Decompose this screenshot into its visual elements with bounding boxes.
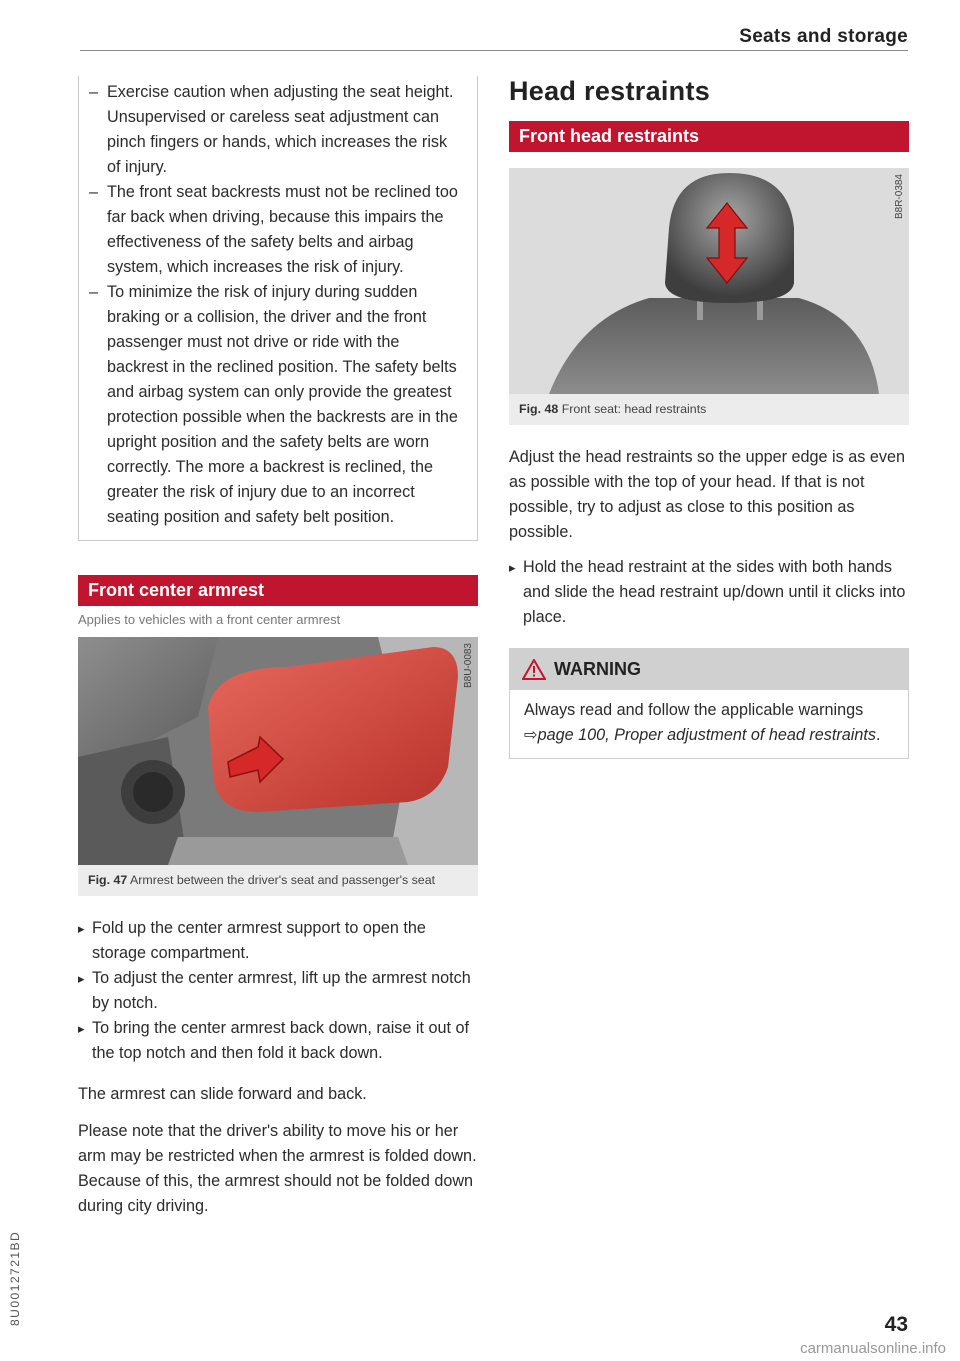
document-code: 8U0012721BD bbox=[8, 1230, 22, 1326]
head-restraint-steps bbox=[509, 555, 909, 630]
running-head: Seats and storage bbox=[739, 26, 908, 47]
step-item: ▸ To bring the center armrest back down, raise it out of the top notch and then fold it back down. bbox=[78, 1016, 478, 1066]
armrest-note-paragraph: Please note that the driver's ability to move his or her arm may be restricted when the armrest is folded down. Because of this, the armrest should not be folded down during city driving. bbox=[78, 1122, 477, 1215]
fig47-code: B8U-0083 bbox=[463, 643, 474, 689]
armrest-slide-paragraph: The armrest can slide forward and back. bbox=[78, 1085, 367, 1103]
head-restraint-illustration bbox=[509, 168, 909, 394]
applies-note: Applies to vehicles with a front center armrest bbox=[78, 612, 341, 627]
left-column bbox=[78, 76, 478, 1219]
warning-page-link[interactable]: page 100, Proper adjustment of head restraints bbox=[537, 726, 876, 744]
warning-suffix: . bbox=[875, 726, 881, 744]
warning-triangle-icon bbox=[522, 659, 546, 680]
fig47-caption bbox=[78, 865, 478, 890]
fig47-label: Fig. 47 bbox=[88, 873, 128, 887]
figure-48 bbox=[509, 168, 909, 425]
armrest-section-title: Front center armrest bbox=[78, 575, 478, 606]
caution-box bbox=[78, 76, 478, 541]
warning-text: Always read and follow the applicable warnings bbox=[524, 701, 864, 719]
fig48-label: Fig. 48 bbox=[519, 402, 559, 416]
fig48-code: B8R-0384 bbox=[894, 174, 905, 220]
arrow-icon: ⇨ bbox=[524, 726, 538, 744]
warning-header bbox=[510, 649, 908, 690]
head-restraint-image bbox=[509, 168, 909, 394]
caution-item: – To minimize the risk of injury during sudden braking or a collision, the driver and the front passenger must not drive or ride with the backrest in the reclined position. The safety belts and airbag system can only provide the greatest protection possible when the backrests are in the upright position and the safety belts are worn correctly. The more a backrest is reclined, the greater the risk of injury due to an incorrect seating position and safety belt position. bbox=[89, 280, 461, 530]
armrest-illustration bbox=[78, 637, 478, 865]
page-title: Head restraints bbox=[509, 76, 711, 106]
caution-item: – Exercise caution when adjusting the seat height. Unsupervised or careless seat adjustment can pinch fingers or hands, which increases the risk of injury. bbox=[89, 80, 461, 180]
warning-title: WARNING bbox=[554, 659, 641, 679]
figure-47 bbox=[78, 637, 478, 896]
armrest-steps bbox=[78, 916, 478, 1066]
fig48-caption bbox=[509, 394, 909, 419]
warning-body bbox=[510, 690, 908, 758]
fig47-text: Armrest between the driver's seat and passenger's seat bbox=[130, 873, 436, 887]
caution-item: – The front seat backrests must not be reclined too far back when driving, because this impairs the effectiveness of the safety belts and airbag system, which increases the risk of injury. bbox=[89, 180, 461, 280]
page-number: 43 bbox=[884, 1313, 908, 1336]
step-item: ▸ To adjust the center armrest, lift up the armrest notch by notch. bbox=[78, 966, 478, 1016]
header-rule bbox=[80, 50, 908, 51]
step-item: ▸ Hold the head restraint at the sides with both hands and slide the head restraint up/down until it clicks into place. bbox=[509, 555, 909, 630]
armrest-image bbox=[78, 637, 478, 865]
step-item: ▸ Fold up the center armrest support to open the storage compartment. bbox=[78, 916, 478, 966]
watermark: carmanualsonline.info bbox=[800, 1340, 946, 1357]
right-column bbox=[509, 76, 909, 759]
head-restraint-paragraph: Adjust the head restraints so the upper edge is as even as possible with the top of your head. If that is not possible, try to adjust as close to this position as possible. bbox=[509, 448, 905, 541]
warning-box bbox=[509, 648, 909, 759]
fig48-text: Front seat: head restraints bbox=[561, 402, 707, 416]
head-restraints-section-title: Front head restraints bbox=[509, 121, 909, 152]
